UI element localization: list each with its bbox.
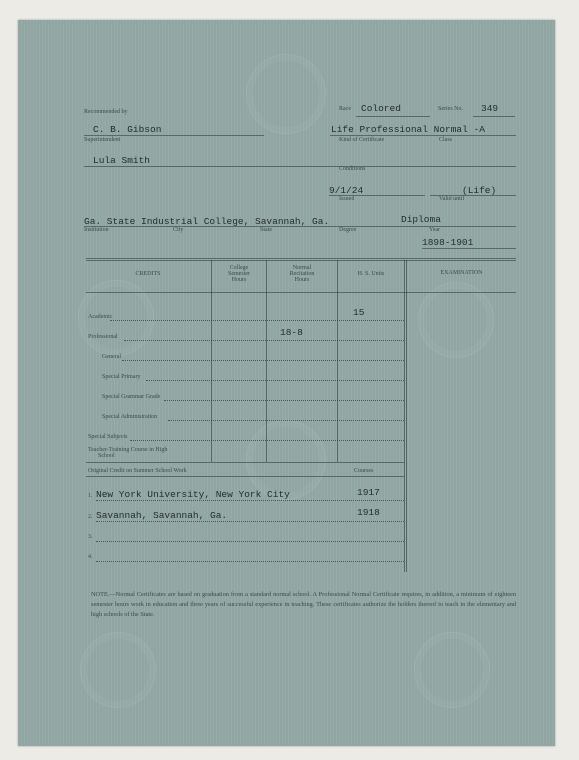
watermark-seal-top — [246, 54, 326, 134]
table-top-rule — [86, 260, 516, 261]
summer-row-2-rule — [96, 521, 404, 522]
watermark-seal-center — [246, 420, 326, 500]
row-professional-rule — [124, 340, 404, 341]
row-special-primary-rule — [146, 380, 404, 381]
footnote-text: NOTE.—Normal Certificates are based on graduation from a standard normal school. A Professional Normal Certificate requires, in addition, a minimum of eighteen semester hours work in education and three years of successful experience in teaching. These certificates authorize the holders thereof to teach in the elementary and high schools of the State. — [91, 591, 516, 618]
col-divider-credits — [211, 260, 212, 462]
row-special-administration: Special Administration — [102, 414, 158, 420]
header-normal-2: Recitation — [289, 271, 315, 277]
degree-value: Diploma — [401, 214, 441, 225]
courses-label: Courses — [354, 468, 374, 474]
table-top-double-rule — [86, 258, 516, 259]
row-special-grammar-rule — [164, 400, 404, 401]
summer-row-1-rule — [96, 500, 404, 501]
certificate-record-sheet — [18, 20, 555, 746]
watermark-seal-bottom-left — [80, 632, 156, 708]
header-hs-units: H. S. Units — [357, 271, 385, 277]
class-label: Class — [439, 137, 453, 143]
row-professional: Professional — [88, 334, 118, 340]
summer-school-label: Original Credit on Summer School Work — [88, 468, 187, 474]
summer-row-2-year: 1918 — [357, 507, 380, 518]
state-label: State — [260, 227, 272, 233]
row-teacher-training-1: Teacher-Training Course in High — [88, 447, 168, 453]
issued-value: 9/1/24 — [329, 185, 364, 196]
valid-until-value: (Life) — [462, 185, 497, 196]
row-special-grammar: Special Grammar Grade — [102, 394, 161, 400]
series-line — [473, 116, 515, 117]
row-special-subjects: Special Subjects — [88, 434, 128, 440]
watermark-seal-bottom-right — [414, 632, 490, 708]
year-value: 1898-1901 — [422, 237, 474, 248]
superintendent-label: Superintendent — [84, 137, 121, 143]
summer-row-3-rule — [96, 541, 404, 542]
race-line — [356, 116, 430, 117]
row-special-primary: Special Primary — [102, 374, 141, 380]
institution-line — [84, 226, 516, 227]
table-body-bottom-rule — [86, 462, 404, 463]
summer-row-1-school: New York University, New York City — [96, 489, 290, 500]
summer-row-3-num: 3. — [88, 534, 93, 540]
summer-row-2-school: Savannah, Savannah, Ga. — [96, 510, 228, 521]
recommended-line — [84, 135, 264, 136]
certificate-kind-value: Life Professional Normal -A — [331, 124, 485, 135]
watermark-seal-right — [418, 282, 494, 358]
summer-row-4-num: 4. — [88, 554, 93, 560]
header-normal-1: Normal — [292, 265, 312, 271]
recommended-by-value: C. B. Gibson — [93, 124, 162, 135]
race-value: Colored — [361, 103, 401, 114]
issued-label: Issued — [339, 196, 355, 202]
professional-normal-hours-value: 18-8 — [280, 327, 303, 338]
row-academic-rule — [110, 320, 404, 321]
header-normal-3: Hours — [294, 277, 310, 283]
city-label: City — [173, 227, 184, 233]
summer-header-rule — [86, 476, 404, 477]
row-teacher-training-2: School — [98, 453, 115, 459]
institution-value: Ga. State Industrial College, Savannah, Ga. — [84, 216, 330, 227]
header-college-3: Hours — [231, 277, 247, 283]
header-examination: EXAMINATION — [440, 270, 483, 276]
institution-label: Institution — [84, 227, 109, 233]
table-header-rule — [86, 292, 516, 293]
row-general: General — [102, 354, 121, 360]
conditions-label: Conditions — [339, 166, 366, 172]
col-divider-hs — [404, 260, 405, 572]
col-divider-hs-inner — [406, 260, 407, 572]
summer-row-4-rule — [96, 561, 404, 562]
race-label: Race — [339, 106, 351, 112]
header-college-1: College — [229, 265, 249, 271]
row-general-rule — [122, 360, 404, 361]
degree-label: Degree — [339, 227, 357, 233]
col-divider-normal — [337, 260, 338, 462]
year-line — [422, 248, 516, 249]
name-line — [84, 166, 516, 167]
col-divider-college — [266, 260, 267, 462]
valid-until-label: Valid until — [439, 196, 465, 202]
row-special-admin-rule — [168, 420, 404, 421]
summer-row-1-num: 1. — [88, 493, 93, 499]
series-label: Series No. — [438, 106, 463, 112]
holder-name-value: Lula Smith — [93, 155, 151, 166]
recommended-by-label: Recommended by — [84, 109, 128, 115]
academic-hs-units-value: 15 — [353, 307, 365, 318]
series-value: 349 — [481, 103, 499, 114]
row-academic: Academic — [88, 314, 113, 320]
summer-row-1-year: 1917 — [357, 487, 380, 498]
kind-of-certificate-label: Kind of Certificate — [339, 137, 385, 143]
certificate-line — [330, 135, 516, 136]
summer-row-2-num: 2. — [88, 514, 93, 520]
header-credits: CREDITS — [135, 271, 161, 277]
row-special-subjects-rule — [130, 440, 404, 441]
year-label: Year — [429, 227, 441, 233]
header-college-2: Semester — [228, 271, 250, 277]
